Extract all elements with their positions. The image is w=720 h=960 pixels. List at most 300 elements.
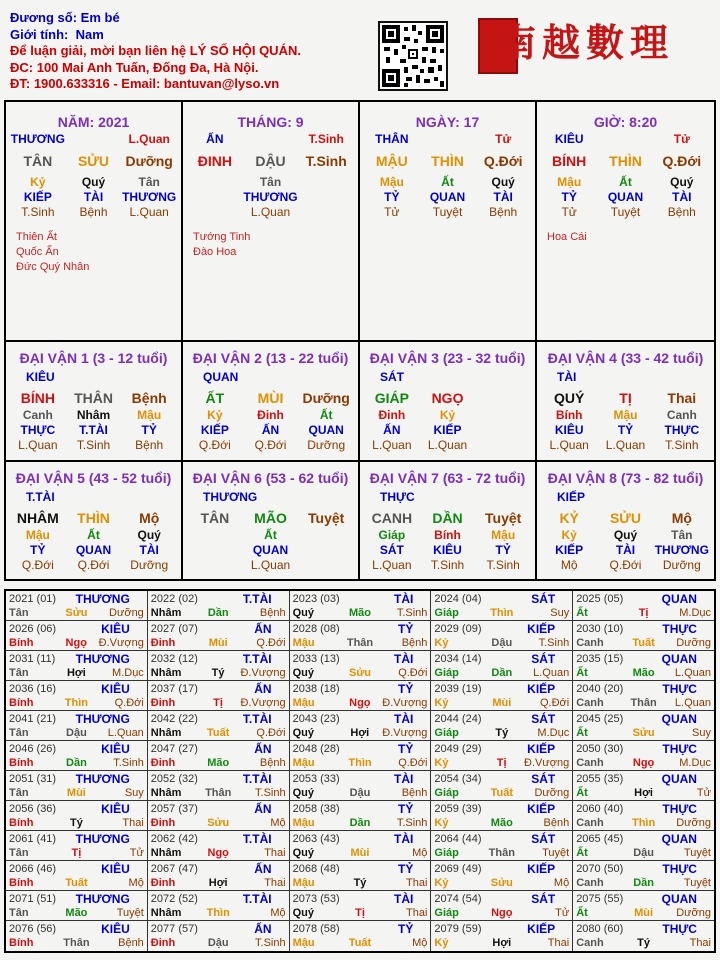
- pillar-god-row-cell: [243, 132, 299, 147]
- pillar-hidden-god-row: [364, 190, 531, 205]
- dai-van-stem-row-cell: TÂN: [200, 510, 230, 526]
- year-label: 2048 (28): [292, 743, 340, 755]
- pillar-state-row: [541, 205, 710, 220]
- pillar-god-row: [364, 132, 531, 147]
- dai-van-stem-row-cell: GIÁP: [374, 390, 409, 406]
- dai-van-hidden-row-cell: Canh: [666, 408, 697, 422]
- year-stem: Ất: [576, 607, 588, 619]
- year-cell: [431, 801, 573, 830]
- year-label: 2067 (47): [150, 863, 198, 875]
- dai-van-hidden-row-cell: Giáp: [378, 528, 406, 542]
- dai-van-state-row-cell: L.Quan: [549, 438, 589, 452]
- pillar-hidden-god-row-cell: TÀI: [493, 190, 513, 204]
- dai-van-hidden-row-cell: Mậu: [613, 408, 638, 422]
- pillar-hidden-god-row: [187, 190, 354, 205]
- pillar-hidden-god-row-cell: TÀI: [83, 190, 104, 204]
- year-state: Tử: [129, 847, 144, 859]
- dai-van-title: ĐẠI VẬN 6 (53 - 62 tuổi): [192, 470, 349, 486]
- year-stem: Mậu: [292, 877, 315, 889]
- brand-logo: 南越數理: [498, 20, 675, 65]
- year-god: TỶ: [398, 922, 414, 936]
- pillar-title: NGÀY: 17: [415, 114, 480, 130]
- year-cell: [431, 891, 573, 920]
- dai-van-hidden-row-cell: Kỷ: [207, 408, 223, 422]
- year-cell: [6, 771, 148, 800]
- year-state: Dưỡng: [676, 637, 711, 649]
- pillar-2: [360, 102, 537, 342]
- year-stem: Tân: [9, 787, 29, 799]
- year-god: T.TÀI: [242, 712, 272, 726]
- table-row: [6, 711, 714, 741]
- year-stem: Canh: [576, 937, 604, 949]
- pillar-title: GIỜ: 8:20: [593, 114, 658, 130]
- dai-van-title: ĐẠI VẬN 5 (43 - 52 tuổi): [15, 470, 172, 486]
- year-god: THƯƠNG: [75, 772, 130, 786]
- dai-van-state-row-cell: Q.Đới: [609, 558, 642, 572]
- year-cell: [6, 711, 148, 740]
- pillar-stem-row: [541, 151, 710, 171]
- year-stem: Bính: [9, 937, 34, 949]
- year-label: 2071 (51): [9, 893, 57, 905]
- pillar-god-row-cell: [66, 132, 122, 147]
- year-label: 2042 (22): [150, 713, 198, 725]
- year-branch: Tý: [495, 727, 509, 739]
- year-cell: [148, 591, 290, 620]
- dai-van-hidden-god-row: [364, 423, 531, 438]
- year-cell: [148, 741, 290, 770]
- pillar-stem-row-cell: Q.Đới: [483, 153, 523, 169]
- dai-van-hidden-god-row-cell: [475, 423, 531, 438]
- year-stem: Tân: [9, 667, 29, 679]
- dai-van-stem-row-cell: Tuyệt: [485, 510, 522, 526]
- year-state: Đ.Vượng: [240, 667, 286, 679]
- dai-van-state-row-cell: [475, 438, 531, 453]
- year-branch: Dần: [207, 607, 229, 619]
- year-god: KIẾP: [527, 682, 556, 696]
- year-branch: Ngọ: [65, 637, 87, 649]
- pillar-hidden-row-cell: Quý: [491, 175, 515, 189]
- year-state: M.Dục: [679, 607, 711, 619]
- year-label: 2045 (25): [576, 713, 624, 725]
- year-state: Bệnh: [259, 607, 286, 619]
- pillar-hidden-row-cell: Kỷ: [30, 175, 46, 189]
- year-cell: [431, 771, 573, 800]
- table-row: [6, 861, 714, 891]
- year-state: L.Quan: [533, 667, 570, 679]
- year-state: Suy: [550, 607, 570, 619]
- year-cell: [290, 681, 432, 710]
- dai-van-hidden-row-cell: Quý: [613, 528, 638, 542]
- dai-van-title: ĐẠI VẬN 2 (13 - 22 tuổi): [192, 350, 349, 366]
- year-label: 2078 (58): [292, 923, 340, 935]
- table-row: [6, 891, 714, 921]
- year-cell: [573, 861, 714, 890]
- year-stem: Mậu: [292, 817, 315, 829]
- year-label: 2055 (35): [576, 773, 624, 785]
- dai-van-state-row: [187, 438, 354, 453]
- annual-luck-table: [4, 589, 716, 953]
- header-contact: ĐT: 1900.633316 - Email: bantuvan@lyso.vn: [10, 76, 280, 91]
- dai-van-hidden-row: [187, 408, 354, 423]
- year-state: Q.Đới: [398, 667, 428, 679]
- year-state: Dưỡng: [676, 817, 711, 829]
- year-god: ẤN: [254, 862, 272, 876]
- year-god: SÁT: [531, 772, 556, 786]
- year-cell: [6, 741, 148, 770]
- year-branch: Hợi: [492, 937, 512, 949]
- year-god: SÁT: [531, 652, 556, 666]
- year-branch: Thìn: [490, 607, 514, 619]
- dai-van-hidden-row: [541, 528, 710, 543]
- year-cell: [573, 711, 714, 740]
- year-branch: Tuất: [632, 637, 655, 649]
- year-stem: Đinh: [150, 877, 176, 889]
- table-row: [6, 651, 714, 681]
- year-label: 2066 (46): [9, 863, 57, 875]
- pillar-title: NĂM: 2021: [57, 114, 130, 130]
- pillar-stem-row-cell: T.Sinh: [305, 153, 347, 169]
- year-label: 2059 (39): [434, 803, 482, 815]
- dai-van-hidden-row-cell: [298, 528, 354, 543]
- year-state: Tuyệt: [116, 907, 144, 919]
- year-state: Dưỡng: [676, 907, 711, 919]
- dai-van-stem-row: [187, 508, 354, 528]
- dai-van-hidden-row: [364, 408, 531, 423]
- dai-van-hidden-god-row-cell: KIẾP: [200, 423, 229, 437]
- dai-van-state-row-cell: L.Quan: [250, 558, 291, 572]
- pillar-state-row-cell: L.Quan: [250, 205, 291, 219]
- year-branch: Dậu: [349, 787, 371, 799]
- year-stem: Tân: [9, 607, 29, 619]
- year-stem: Kỷ: [434, 757, 449, 769]
- dai-van-hidden-row-cell: Mậu: [137, 408, 162, 422]
- dai-van-hidden-god-row-cell: T.TÀI: [79, 423, 108, 437]
- dai-van-hidden-god-row-cell: QUAN: [308, 423, 344, 437]
- year-cell: [431, 741, 573, 770]
- pillar-stem-row: [10, 151, 177, 171]
- dai-van-stem-row-cell: Mộ: [671, 510, 692, 526]
- year-label: 2068 (48): [292, 863, 340, 875]
- year-stem: Quý: [292, 667, 314, 679]
- pillar-state-row-cell: Bệnh: [489, 205, 518, 219]
- year-god: THƯƠNG: [75, 592, 130, 606]
- pillar-note: Đức Quý Nhân: [16, 261, 90, 273]
- pillar-state-row-cell: [187, 205, 243, 220]
- pillar-hidden-god-row-cell: TÀI: [672, 190, 692, 204]
- dai-van-6: [183, 462, 360, 579]
- dai-van-hidden-row-cell: Đinh: [257, 408, 284, 422]
- year-branch: Mùi: [66, 787, 86, 799]
- dai-van-8: [537, 462, 714, 579]
- dai-van-god: THƯƠNG: [203, 490, 258, 504]
- year-branch: Mão: [207, 757, 230, 769]
- year-god: THỰC: [662, 742, 697, 756]
- pillar-title: THÁNG: 9: [237, 114, 304, 130]
- dai-van-hidden-god-row-cell: [187, 543, 243, 558]
- table-row: [6, 831, 714, 861]
- year-cell: [573, 891, 714, 920]
- year-label: 2054 (34): [434, 773, 482, 785]
- year-state: M.Dục: [537, 727, 570, 739]
- pillar-state-row-cell: Bệnh: [79, 205, 108, 219]
- pillar-1: [183, 102, 360, 342]
- year-branch: Tuất: [348, 937, 372, 949]
- dai-van-state-row: [541, 438, 710, 453]
- year-branch: Thìn: [348, 757, 372, 769]
- header-info: [10, 10, 370, 93]
- dai-van-title: ĐẠI VẬN 7 (63 - 72 tuổi): [369, 470, 526, 486]
- dai-van-hidden-god-row-cell: KIÊU: [554, 423, 584, 437]
- year-stem: Giáp: [434, 607, 459, 619]
- year-state: Thai: [689, 937, 711, 949]
- dai-van-state-row-cell: T.Sinh: [430, 558, 465, 572]
- dai-van-state-row-cell: T.Sinh: [76, 438, 111, 452]
- year-stem: Đinh: [150, 637, 176, 649]
- year-cell: [290, 861, 432, 890]
- year-branch: Dậu: [66, 727, 87, 739]
- year-branch: Ngọ: [491, 907, 513, 919]
- dai-van-stem-row: [364, 388, 531, 408]
- year-god: ẤN: [254, 742, 272, 756]
- dai-van-hidden-god-row-cell: KIÊU: [433, 543, 462, 557]
- header-line-3: Để luận giải, mời bạn liên hệ LÝ SỐ HỘI QUÁN.: [10, 43, 301, 58]
- year-god: KIẾP: [527, 922, 556, 936]
- year-cell: [148, 801, 290, 830]
- year-state: Thai: [264, 877, 286, 889]
- year-state: Thai: [406, 907, 428, 919]
- year-branch: Dậu: [491, 637, 513, 649]
- year-branch: Tị: [71, 847, 82, 859]
- year-label: 2025 (05): [576, 593, 624, 605]
- year-branch: Mão: [65, 907, 88, 919]
- dai-van-stem-row-cell: Tuyệt: [308, 510, 345, 526]
- year-cell: [573, 681, 714, 710]
- year-branch: Tị: [213, 697, 223, 709]
- dai-van-state-row-cell: L.Quan: [372, 438, 412, 452]
- dai-van-hidden-row-cell: Bính: [434, 528, 461, 542]
- year-stem: Nhâm: [150, 907, 182, 919]
- year-state: L.Quan: [674, 667, 711, 679]
- pillar-stem-row-cell: Q.Đới: [662, 153, 702, 169]
- year-god: THỰC: [662, 622, 697, 636]
- table-row: [6, 921, 714, 951]
- year-god: KIẾP: [527, 742, 556, 756]
- dai-van-god: THỰC: [380, 490, 415, 504]
- year-label: 2047 (27): [150, 743, 198, 755]
- year-stem: Tân: [9, 727, 29, 739]
- year-cell: [290, 831, 432, 860]
- dai-van-title: ĐẠI VẬN 4 (33 - 42 tuổi): [547, 350, 704, 366]
- pillar-notes: [10, 230, 177, 275]
- year-label: 2027 (07): [150, 623, 198, 635]
- dai-van-hidden-row-cell: Mậu: [491, 528, 516, 542]
- year-branch: Tý: [69, 817, 83, 829]
- year-branch: Thân: [63, 937, 90, 949]
- year-god: TỶ: [398, 742, 414, 756]
- dai-van-state-row-cell: T.Sinh: [486, 558, 520, 572]
- dai-van-hidden-god-row-cell: THỰC: [664, 423, 700, 437]
- dai-van-state-row-cell: Q.Đới: [198, 438, 231, 452]
- dai-van-state-row-cell: Dưỡng: [130, 558, 169, 572]
- year-branch: Mão: [490, 817, 513, 829]
- year-god: ẤN: [254, 922, 272, 936]
- year-cell: [431, 651, 573, 680]
- dai-van-stem-row-cell: BÍNH: [20, 390, 55, 406]
- year-cell: [148, 861, 290, 890]
- year-label: 2051 (31): [9, 773, 57, 785]
- year-god: TÀI: [394, 712, 414, 726]
- year-god: ẤN: [254, 802, 272, 816]
- year-god: THƯƠNG: [75, 892, 130, 906]
- year-stem: Quý: [292, 847, 314, 859]
- year-stem: Đinh: [150, 757, 176, 769]
- year-branch: Hợi: [208, 877, 228, 889]
- year-cell: [573, 591, 714, 620]
- year-stem: Ất: [576, 727, 588, 739]
- year-state: T.Sinh: [255, 937, 286, 949]
- year-god: KIÊU: [101, 682, 130, 696]
- year-stem: Bính: [9, 697, 34, 709]
- dai-van-stem-row-cell: THÂN: [74, 390, 113, 406]
- year-label: 2075 (55): [576, 893, 624, 905]
- pillar-state-row: [364, 205, 531, 220]
- year-god: TỶ: [398, 682, 414, 696]
- year-label: 2031 (11): [9, 653, 56, 665]
- pillar-god-row-cell: L.Quan: [128, 132, 170, 146]
- year-label: 2063 (43): [292, 833, 340, 845]
- year-god: THỰC: [662, 862, 697, 876]
- dai-van-stem-row-cell: NGỌ: [431, 390, 464, 406]
- year-branch: Dậu: [207, 937, 229, 949]
- year-god: TỶ: [398, 862, 414, 876]
- year-label: 2032 (12): [150, 653, 198, 665]
- dai-van-hidden-god-row: [10, 423, 177, 438]
- dai-van-hidden-god-row-cell: TỶ: [495, 543, 511, 557]
- year-cell: [6, 681, 148, 710]
- year-stem: Bính: [9, 757, 34, 769]
- year-state: Q.Đới: [114, 697, 144, 709]
- year-state: Mộ: [270, 817, 286, 829]
- dai-van-hidden-row-cell: [475, 408, 531, 423]
- year-state: Mộ: [412, 847, 428, 859]
- dai-van-hidden-row: [541, 408, 710, 423]
- pillar-note: Hoa Cái: [547, 231, 587, 243]
- year-stem: Nhâm: [150, 607, 182, 619]
- year-state: T.Sinh: [396, 817, 428, 829]
- pillar-stem-row-cell: THÌN: [609, 153, 642, 169]
- pillar-stem-row-cell: DẬU: [255, 153, 286, 169]
- year-branch: Dậu: [633, 847, 654, 859]
- dai-van-hidden-god-row-cell: ẤN: [261, 423, 280, 437]
- year-god: KIÊU: [101, 802, 130, 816]
- pillar-hidden-row: [364, 175, 531, 190]
- year-state: Đ.Vượng: [382, 727, 428, 739]
- year-cell: [6, 891, 148, 920]
- year-cell: [573, 831, 714, 860]
- year-cell: [148, 651, 290, 680]
- header-line-2: Giới tính: Nam: [10, 26, 104, 42]
- year-label: 2040 (20): [576, 683, 624, 695]
- pillar-stem-row-cell: THÌN: [431, 153, 464, 169]
- year-label: 2057 (37): [150, 803, 198, 815]
- year-cell: [148, 681, 290, 710]
- dai-van-state-row: [10, 558, 177, 573]
- pillar-hidden-god-row-cell: QUAN: [607, 190, 644, 204]
- year-state: Q.Đới: [398, 757, 428, 769]
- year-cell: [573, 771, 714, 800]
- year-god: QUAN: [661, 772, 697, 786]
- year-god: KIẾP: [527, 622, 556, 636]
- year-god: THƯƠNG: [75, 712, 130, 726]
- dai-van-state-row-cell: Dưỡng: [662, 558, 701, 572]
- pillar-state-row: [10, 205, 177, 220]
- year-label: 2069 (49): [434, 863, 482, 875]
- dai-van-hidden-god-row: [541, 423, 710, 438]
- pillar-3: [537, 102, 714, 342]
- year-branch: Hợi: [350, 727, 370, 739]
- pillar-state-row-cell: Tử: [384, 205, 400, 219]
- year-stem: Nhâm: [150, 847, 182, 859]
- year-branch: Hợi: [66, 667, 86, 679]
- year-label: 2041 (21): [9, 713, 57, 725]
- year-label: 2052 (32): [150, 773, 198, 785]
- year-state: M.Dục: [679, 757, 711, 769]
- year-state: Đ.Vượng: [382, 697, 428, 709]
- dai-van-hidden-god-row-cell: QUAN: [75, 543, 112, 557]
- dai-van-stem-row-cell: THÌN: [77, 510, 110, 526]
- year-label: 2028 (08): [292, 623, 340, 635]
- year-stem: Nhâm: [150, 727, 182, 739]
- pillar-hidden-row-cell: [298, 175, 354, 190]
- dai-van-hidden-row-cell: [187, 528, 243, 543]
- pillar-stem-row-cell: BÍNH: [552, 153, 587, 169]
- header-address: ĐC: 100 Mai Anh Tuấn, Đống Đa, Hà Nội.: [10, 59, 259, 75]
- year-state: Bệnh: [118, 937, 144, 949]
- pillar-note: Tướng Tinh: [193, 231, 251, 243]
- year-label: 2044 (24): [434, 713, 482, 725]
- pillar-god-row: [187, 132, 354, 147]
- dai-van-hidden-god-row-cell: KIẾP: [433, 423, 462, 437]
- year-cell: [290, 741, 432, 770]
- year-cell: [6, 831, 148, 860]
- year-stem: Đinh: [150, 817, 176, 829]
- year-branch: Ngọ: [207, 847, 229, 859]
- year-label: 2077 (57): [150, 923, 198, 935]
- year-stem: Ất: [576, 787, 588, 799]
- dai-van-state-row-cell: Q.Đới: [254, 438, 287, 452]
- year-branch: Sửu: [632, 727, 655, 739]
- year-state: Tử: [555, 907, 570, 919]
- year-god: KIẾP: [527, 802, 556, 816]
- dai-van-god: T.TÀI: [26, 490, 55, 504]
- year-state: L.Quan: [107, 727, 144, 739]
- year-label: 2050 (30): [576, 743, 624, 755]
- dai-van-state-row: [541, 558, 710, 573]
- year-state: L.Quan: [674, 697, 711, 709]
- year-cell: [148, 621, 290, 650]
- dai-van-hidden-row-cell: Kỷ: [439, 408, 456, 422]
- table-row: [6, 681, 714, 711]
- dai-van-stem-row: [10, 388, 177, 408]
- year-stem: Ất: [576, 907, 588, 919]
- year-label: 2080 (60): [576, 923, 624, 935]
- dai-van-hidden-god-row-cell: [298, 543, 354, 558]
- year-cell: [290, 771, 432, 800]
- year-state: Tuyệt: [542, 847, 570, 859]
- year-state: Bệnh: [259, 757, 286, 769]
- pillar-god-row-cell: Tử: [495, 132, 512, 146]
- year-label: 2074 (54): [434, 893, 482, 905]
